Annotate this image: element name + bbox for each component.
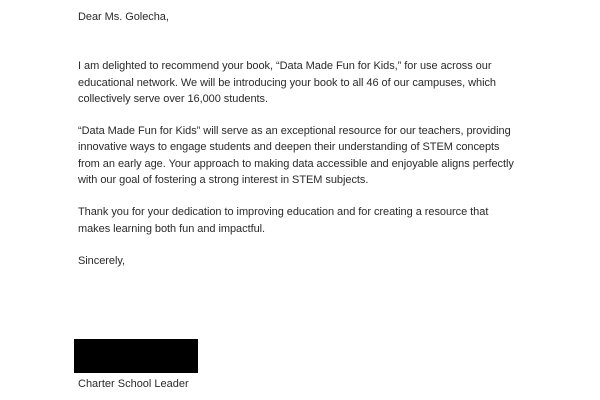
signer-title: Charter School Leader <box>78 378 189 390</box>
letter-body <box>78 9 558 269</box>
closing: Sincerely, <box>78 254 125 267</box>
paragraph-resource: “Data Made Fun for Kids” will serve as an exceptional resource for our teachers, providing innovative ways to engage students and deepen their understanding of STEM concepts from an early age. Your approach to making data accessible and enjoyable aligns perfectly with our goal of fostering a strong interest in STEM subjects. <box>78 125 514 187</box>
redacted-signature <box>74 339 198 373</box>
paragraph-thanks: Thank you for your dedication to improving education and for creating a resource that makes learning both fun and impactful. <box>78 206 489 235</box>
paragraph-recommendation: I am delighted to recommend your book, “Data Made Fun for Kids,” for use across our educational network. We will be introducing your book to all 46 of our campuses, which collectively serve over 16,000 students. <box>78 60 497 105</box>
salutation: Dear Ms. Golecha, <box>78 11 169 23</box>
